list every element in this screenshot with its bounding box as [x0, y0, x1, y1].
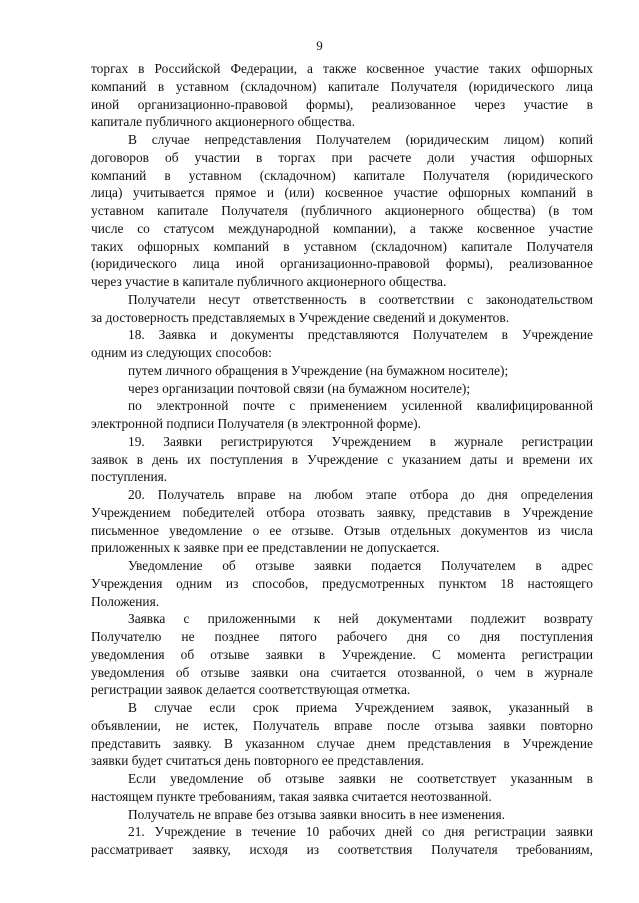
- text-line: 21. Учреждение в течение 10 рабочих дней со дня регистрации заявки: [128, 824, 593, 840]
- page-number: 9: [316, 38, 323, 53]
- text-line: Заявка с приложенными к ней документами подлежит возврату: [128, 611, 593, 627]
- text-line: поступления.: [91, 469, 168, 485]
- text-line: письменное уведомление о ее отзыве. Отзыв отдельных документов из числа: [91, 522, 593, 538]
- text-line: уведомления об отзыве заявки в Учреждение. С момента регистрации: [91, 646, 593, 662]
- text-line: компаний в уставном (складочном) капитале Получателя (юридического лица: [91, 78, 593, 94]
- text-line: 19. Заявки регистрируются Учреждением в журнале регистрации: [128, 433, 593, 449]
- text-line: уставном капитале Получателя (публичного акционерного общества) (в том: [91, 203, 593, 218]
- text-line: рассматривает заявку, исходя из соответствия Получателя требованиям,: [91, 842, 593, 857]
- text-line: таких офшорных компаний в уставном (складочном) капитале Получателя: [91, 238, 593, 254]
- text-line: Учреждения одним из способов, предусмотренных пунктом 18 настоящего: [91, 575, 593, 591]
- text-line: объявлении, не истек, Получатель вправе после отзыва заявки повторно: [91, 717, 593, 733]
- text-line: за достоверность представляемых в Учреждение сведений и документов.: [91, 309, 510, 325]
- text-line: Учреждением победителей отбора отозвать заявку, представив в Учреждение: [91, 504, 593, 520]
- text-line: 18. Заявка и документы представляются Получателем в Учреждение: [128, 327, 593, 343]
- text-line: В случае если срок приема Учреждением заявок, указанный в: [128, 700, 593, 715]
- text-line: представить заявку. В указанном случае днем представления в Учреждение: [91, 735, 593, 751]
- text-line: В случае непредставления Получателем (юридическим лицом) копий: [128, 132, 593, 147]
- text-line: через организации почтовой связи (на бумажном носителе);: [128, 380, 471, 396]
- text-line: приложенных к заявке при ее представлении не допускается.: [91, 540, 440, 556]
- text-line: компаний в уставном (складочном) капитале Получателя (юридического: [91, 167, 593, 183]
- text-line: иной организационно-правовой формы), реализованное через участие в: [91, 96, 593, 112]
- text-line: (юридического лица иной организационно-правовой формы), реализованное: [91, 256, 593, 272]
- text-line: заявок в день их поступления в Учреждение с указанием даты и времени их: [91, 451, 593, 467]
- text-line: через участие в капитале публичного акционерного общества.: [91, 274, 447, 289]
- text-line: Если уведомление об отзыве заявки не соответствует указанным в: [128, 771, 593, 786]
- text-line: Получатели несут ответственность в соответствии с законодательством: [128, 291, 593, 307]
- text-line: настоящем пункте требованиям, такая заявка считается неотозванной.: [91, 788, 492, 804]
- text-line: числе со статусом международной компании), а также косвенное участие: [91, 220, 593, 236]
- body-text: [91, 60, 593, 859]
- text-line: Получателю не позднее пятого рабочего дня со дня поступления: [91, 629, 593, 644]
- text-line: Уведомление об отзыве заявки подается Получателем в адрес: [128, 558, 593, 573]
- text-line: путем личного обращения в Учреждение (на бумажном носителе);: [128, 362, 509, 378]
- text-line: электронной подписи Получателя (в электронной форме).: [91, 416, 421, 431]
- text-line: договоров об участии в торгах при расчете доли участия офшорных: [91, 149, 593, 165]
- text-line: Получатель не вправе без отзыва заявки вносить в нее изменения.: [128, 806, 505, 822]
- text-line: лица) учитывается прямое и (или) косвенное участие офшорных компаний в: [91, 185, 593, 201]
- text-line: регистрации заявок делается соответствующая отметка.: [91, 682, 411, 698]
- text-line: уведомления об отзыве заявки она считается отозванной, о чем в журнале: [91, 664, 593, 680]
- text-line: капитале публичного акционерного общества.: [91, 114, 355, 130]
- text-line: одним из следующих способов:: [91, 345, 272, 360]
- text-line: по электронной почте с применением усиленной квалифицированной: [128, 398, 593, 414]
- text-line: 20. Получатель вправе на любом этапе отбора до дня определения: [128, 487, 593, 502]
- text-line: торгах в Российской Федерации, а также косвенное участие таких офшорных: [91, 61, 593, 76]
- text-line: Положения.: [91, 593, 160, 609]
- text-line: заявки будет считаться день повторного ее представления.: [91, 753, 424, 769]
